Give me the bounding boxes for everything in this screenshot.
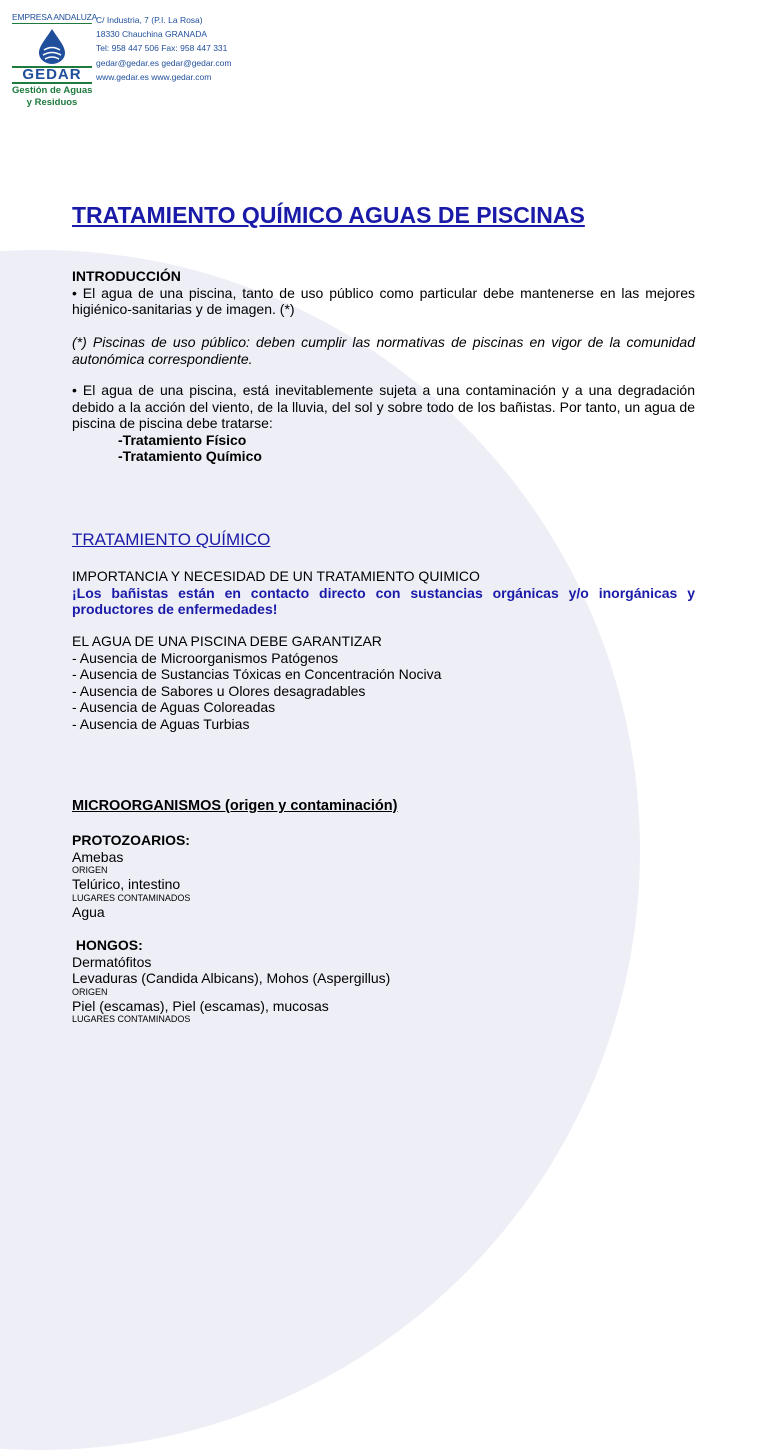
micro-heading: MICROORGANISMOS (origen y contaminación) [72, 798, 398, 814]
chem-section-heading: TRATAMIENTO QUÍMICO [72, 530, 271, 549]
intro-section [72, 268, 695, 318]
protozoa-origin: Telúrico, intestino [72, 876, 181, 892]
guarantee-item: - Ausencia de Sabores u Olores desagradables [72, 682, 366, 699]
fungi-heading: HONGOS: [72, 937, 143, 953]
logo-top-text: EMPRESA ANDALUZA [12, 12, 98, 22]
guarantee-item: - Ausencia de Microorganismos Patógenos [72, 649, 339, 666]
protozoa-places: Agua [72, 903, 105, 920]
fungi-name: Dermatófitos [72, 953, 152, 970]
intro-paragraph-2: • El agua de una piscina, está inevitablemente sujeta a una contaminación y a una degradación debido a la acción del viento, de la lluvia, del sol y sobre todo de los bañistas. Por tanto, un agua de piscina de piscina debe tratarse: [72, 382, 695, 431]
fungi-origin: Piel (escamas), Piel (escamas), mucosas [72, 997, 329, 1014]
address-line-2: 18330 Chauchina GRANADA [96, 29, 208, 40]
fungi-name-2: Levaduras (Candida Albicans), Mohos (Aspergillus) [72, 970, 391, 986]
intro-paragraph-2-block [72, 382, 695, 465]
chem-warning: ¡Los bañistas están en contacto directo con sustancias orgánicas y/o inorgánicas y productores de enfermedades! [72, 584, 695, 617]
fungi-places-label: LUGARES CONTAMINADOS [72, 1014, 191, 1024]
water-drop-icon [35, 28, 69, 64]
chem-section-heading-block [72, 532, 695, 549]
protozoa-name: Amebas [72, 848, 124, 865]
intro-paragraph-1: • El agua de una piscina, tanto de uso público como particular debe mantenerse en las mejores higiénico-sanitarias y de imagen. (*) [72, 284, 695, 317]
logo-brand-name: GEDAR [12, 66, 92, 84]
fungi-block [72, 937, 695, 1025]
guarantee-block [72, 633, 695, 732]
web-line: www.gedar.es www.gedar.com [96, 71, 212, 82]
email-line: gedar@gedar.es gedar@gedar.com [96, 57, 232, 68]
chem-importance-block [72, 568, 695, 618]
protozoa-origin-label: ORIGEN [72, 865, 108, 875]
guarantee-item: - Ausencia de Aguas Coloreadas [72, 699, 276, 715]
protozoa-heading: PROTOZOARIOS: [72, 832, 190, 848]
fungi-origin-label: ORIGEN [72, 986, 108, 997]
intro-note: (*) Piscinas de uso público: deben cumplir las normativas de piscinas en vigor de la comunidad autonómica correspondiente. [72, 334, 695, 367]
guarantee-heading: EL AGUA DE UNA PISCINA DEBE GARANTIZAR [72, 633, 382, 649]
guarantee-item: - Ausencia de Sustancias Tóxicas en Concentración Nociva [72, 666, 442, 682]
chem-importance: IMPORTANCIA Y NECESIDAD DE UN TRATAMIENTO QUIMICO [72, 568, 480, 584]
protozoa-places-label: LUGARES CONTAMINADOS [72, 892, 191, 903]
document-title: TRATAMIENTO QUÍMICO AGUAS DE PISCINAS [72, 202, 585, 228]
treatment-physical: -Tratamiento Físico [118, 431, 247, 448]
treatment-chemical: -Tratamiento Químico [118, 448, 262, 464]
company-logo [12, 12, 98, 108]
protozoa-block [72, 832, 695, 920]
guarantee-item: - Ausencia de Aguas Turbias [72, 715, 250, 732]
contact-block [96, 13, 231, 84]
logo-subtitle-line2: y Residuos [26, 97, 78, 108]
intro-heading: INTRODUCCIÓN [72, 268, 181, 284]
micro-heading-block [72, 798, 695, 815]
address-line-1: C/ Industria, 7 (P.I. La Rosa) [96, 15, 203, 25]
logo-subtitle-line1: Gestión de Aguas [12, 85, 93, 96]
phone-line: Tel: 958 447 506 Fax: 958 447 331 [96, 43, 228, 54]
